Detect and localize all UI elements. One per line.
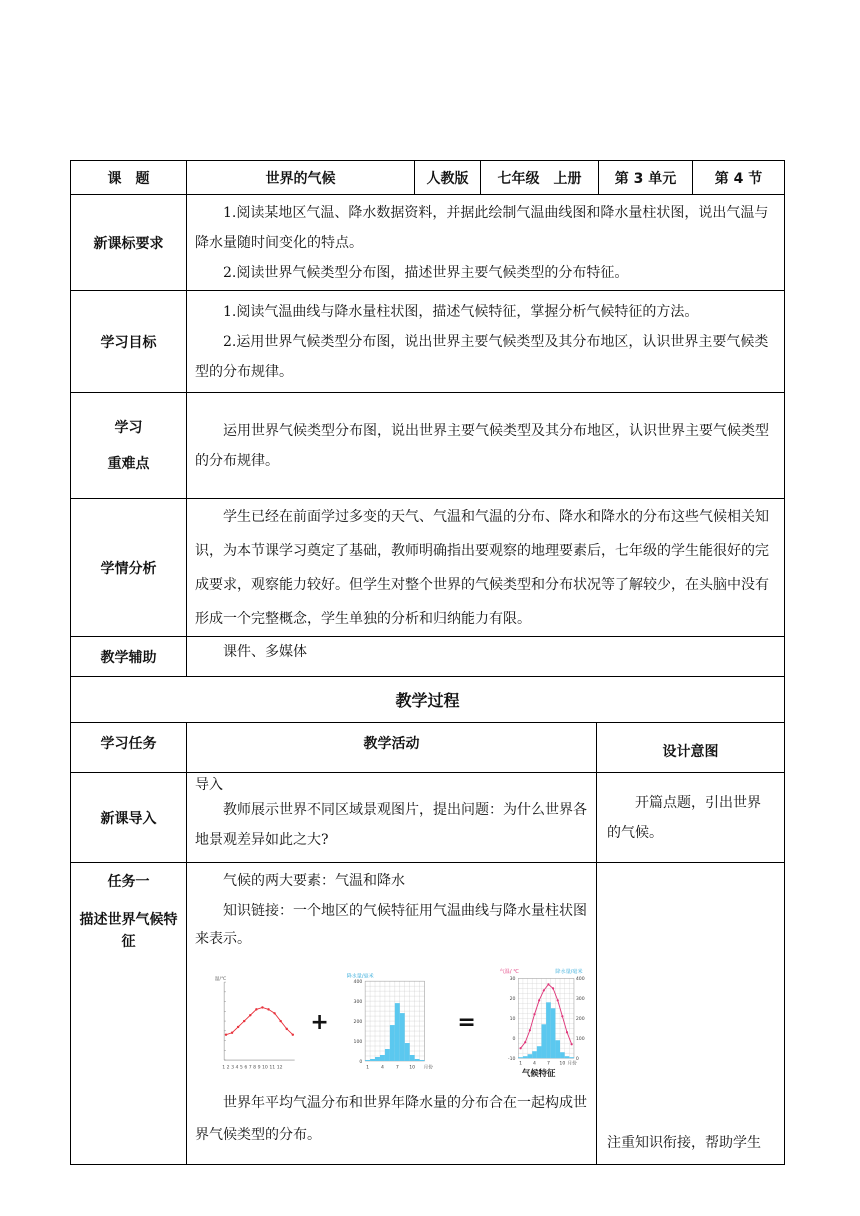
analysis-label: 学情分析 bbox=[71, 499, 187, 637]
analysis-content bbox=[187, 499, 785, 637]
goals-item-1: 1.阅读气温曲线与降水量柱状图，描述气候特征，掌握分析气候特征的方法。 bbox=[223, 303, 699, 320]
goals-item-2: 2.运用世界气候类型分布图，说出世界主要气候类型及其分布地区，认识世界主要气候类型的分布规律。 bbox=[195, 333, 769, 380]
combo-temperature-point bbox=[538, 999, 540, 1001]
combo-left-tick: 0 bbox=[512, 1037, 516, 1043]
precipitation-chart bbox=[341, 966, 438, 1078]
precip-tick-label: 300 bbox=[353, 999, 363, 1005]
precip-bar bbox=[370, 1059, 375, 1061]
difficulty-label-line2: 重难点 bbox=[107, 455, 150, 472]
difficulty-label bbox=[71, 393, 187, 499]
combo-precip-bar bbox=[569, 1057, 574, 1058]
combo-precip-bar bbox=[546, 1002, 551, 1058]
combo-left-tick: -10 bbox=[507, 1057, 516, 1063]
precip-bar bbox=[375, 1057, 380, 1061]
curriculum-label: 新课标要求 bbox=[71, 195, 187, 291]
combo-temperature-point bbox=[533, 1013, 535, 1015]
topic-value: 世界的气候 bbox=[187, 161, 415, 195]
combo-temperature-point bbox=[561, 1015, 563, 1017]
temperature-curve bbox=[226, 1007, 293, 1034]
temperature-point bbox=[255, 1008, 257, 1010]
temperature-point bbox=[279, 1020, 281, 1022]
combo-caption: 气候特征 bbox=[521, 1067, 556, 1078]
intro-activity bbox=[187, 773, 597, 863]
precip-bar bbox=[409, 1055, 414, 1061]
combo-precip-bar bbox=[518, 1057, 523, 1058]
aids-label: 教学辅助 bbox=[71, 637, 187, 677]
task1-intent-text: 注重知识衔接，帮助学生 bbox=[607, 1135, 761, 1151]
precip-tick-label: 100 bbox=[353, 1039, 363, 1045]
col-task-header: 学习任务 bbox=[71, 723, 187, 773]
section: 第 4 节 bbox=[693, 161, 785, 195]
combo-precip-bar bbox=[551, 1008, 556, 1058]
combo-precip-bar bbox=[541, 1024, 546, 1058]
precip-month-label: 10 bbox=[409, 1065, 415, 1071]
precip-bar bbox=[380, 1055, 385, 1061]
precip-tick-label: 0 bbox=[359, 1059, 363, 1065]
combo-temperature-point bbox=[570, 1043, 572, 1045]
combo-temperature-point bbox=[552, 987, 554, 989]
temperature-chart bbox=[213, 969, 298, 1075]
precip-bar bbox=[390, 1025, 395, 1061]
process-table bbox=[70, 722, 785, 1165]
combo-left-tick: 10 bbox=[509, 1017, 516, 1023]
topic-label: 课 题 bbox=[71, 161, 187, 195]
combo-right-tick: 200 bbox=[575, 1017, 585, 1023]
precip-axis-label: 降水量/毫米 bbox=[346, 973, 374, 980]
combo-month-label: 7 bbox=[546, 1061, 550, 1067]
lesson-plan-table bbox=[70, 160, 785, 723]
precip-bar bbox=[400, 1013, 405, 1061]
curriculum-item-2: 2.阅读世界气候类型分布图，描述世界主要气候类型的分布特征。 bbox=[223, 264, 629, 281]
edition: 人教版 bbox=[415, 161, 481, 195]
task1-line1: 气候的两大要素：气温和降水 bbox=[223, 873, 405, 889]
temperature-point bbox=[273, 1012, 275, 1014]
unit: 第 3 单元 bbox=[599, 161, 693, 195]
difficulty-text: 运用世界气候类型分布图，说出世界主要气候类型及其分布地区，认识世界主要气候类型的分布规律。 bbox=[195, 422, 769, 469]
precip-month-label: 1 bbox=[365, 1065, 369, 1071]
precip-bar bbox=[405, 1043, 410, 1061]
task1-label-line1: 任务一 bbox=[107, 874, 150, 890]
combo-precip-bar bbox=[555, 1040, 560, 1058]
combo-month-label: 1 bbox=[518, 1061, 522, 1067]
combo-precip-bar bbox=[537, 1046, 542, 1058]
task1-intent bbox=[597, 863, 785, 1165]
temp-months: 1 2 3 4 5 6 7 8 9 10 11 12 bbox=[222, 1065, 283, 1071]
analysis-text: 学生已经在前面学过多变的天气、气温和气温的分布、降水和降水的分布这些气候相关知识，为本节课学习奠定了基础，教师明确指出要观察的地理要素后，七年级的学生能很好的完成要求，观察能力较好。但学生对整个世界的气候类型和分布状况等了解较少，在头脑中没有形成一个完整概念，学生单独的分析和归纳能力有限。 bbox=[195, 508, 769, 627]
aids-content bbox=[187, 637, 785, 677]
temperature-point bbox=[243, 1020, 245, 1022]
precip-bar bbox=[365, 1060, 370, 1061]
difficulty-label-line1: 学习 bbox=[114, 419, 143, 436]
goals-label: 学习目标 bbox=[71, 291, 187, 393]
combo-temperature-point bbox=[542, 989, 544, 991]
col-intent-header: 设计意图 bbox=[597, 723, 785, 773]
precip-tick-label: 200 bbox=[353, 1019, 363, 1025]
combo-right-tick: 100 bbox=[575, 1037, 585, 1043]
combo-precip-bar bbox=[527, 1054, 532, 1058]
precip-month-label: 月份 bbox=[423, 1065, 433, 1071]
col-activity-header: 教学活动 bbox=[187, 723, 597, 773]
combo-month-label: 月份 bbox=[567, 1061, 577, 1067]
temperature-point bbox=[231, 1032, 233, 1034]
climate-combo-chart bbox=[496, 961, 596, 1083]
curriculum-content bbox=[187, 195, 785, 291]
task1-label-line2: 描述世界气候特征 bbox=[79, 912, 178, 950]
intro-heading: 导入 bbox=[195, 777, 223, 793]
combo-precip-bar bbox=[564, 1056, 569, 1058]
combo-right-tick: 0 bbox=[575, 1057, 579, 1063]
precip-month-label: 4 bbox=[380, 1065, 384, 1071]
precip-month-label: 7 bbox=[395, 1065, 399, 1071]
precip-bar bbox=[385, 1049, 390, 1061]
temperature-point bbox=[225, 1034, 227, 1036]
temp-axis-label: 温/℃ bbox=[214, 977, 227, 983]
task1-activity bbox=[187, 863, 597, 1165]
combo-temperature-point bbox=[529, 1029, 531, 1031]
combo-precip-bar bbox=[560, 1052, 565, 1058]
temperature-point bbox=[286, 1028, 288, 1030]
precip-bar bbox=[395, 1003, 400, 1061]
combo-month-label: 4 bbox=[532, 1061, 536, 1067]
combo-right-tick: 300 bbox=[575, 997, 585, 1003]
task1-line3: 世界年平均气温分布和世界年降水量的分布合在一起构成世界气候类型的分布。 bbox=[195, 1095, 587, 1143]
combo-month-label: 10 bbox=[559, 1061, 566, 1067]
combo-precip-bar bbox=[523, 1056, 528, 1058]
intro-label: 新课导入 bbox=[71, 773, 187, 863]
combo-temperature-point bbox=[547, 983, 549, 985]
combo-precip-bar bbox=[532, 1051, 537, 1058]
intro-intent-text: 开篇点题，引出世界的气候。 bbox=[607, 794, 761, 841]
combo-left-axis-label: 气温/ ℃ bbox=[499, 968, 519, 975]
goals-content bbox=[187, 291, 785, 393]
task1-label bbox=[71, 863, 187, 1165]
process-title: 教学过程 bbox=[71, 677, 785, 723]
equals-sign: = bbox=[457, 1009, 476, 1035]
combo-left-tick: 30 bbox=[509, 977, 516, 983]
combo-temperature-point bbox=[519, 1047, 521, 1049]
precip-bar bbox=[414, 1059, 419, 1061]
temperature-point bbox=[267, 1008, 269, 1010]
combo-temperature-point bbox=[566, 1031, 568, 1033]
precip-tick-label: 400 bbox=[353, 980, 363, 986]
grade: 七年级 上册 bbox=[481, 161, 599, 195]
temperature-point bbox=[249, 1014, 251, 1016]
combo-right-tick: 400 bbox=[575, 977, 585, 983]
intro-text: 教师展示世界不同区域景观图片，提出问题：为什么世界各地景观差异如此之大? bbox=[195, 802, 587, 848]
temperature-point bbox=[292, 1034, 294, 1036]
aids-text: 课件、多媒体 bbox=[223, 644, 307, 660]
climate-figure bbox=[187, 953, 596, 1087]
combo-left-tick: 20 bbox=[509, 997, 516, 1003]
task1-line2: 知识链接：一个地区的气候特征用气温曲线与降水量柱状图来表示。 bbox=[195, 903, 587, 947]
curriculum-item-1: 1.阅读某地区气温、降水数据资料，并据此绘制气温曲线图和降水量柱状图，说出气温与降水量随时间变化的特点。 bbox=[195, 204, 769, 251]
temperature-point bbox=[261, 1006, 263, 1008]
combo-right-axis-label: 降水量/毫米 bbox=[555, 968, 583, 975]
intro-intent bbox=[597, 773, 785, 863]
precip-bar bbox=[419, 1060, 424, 1061]
plus-sign: + bbox=[310, 1009, 329, 1035]
combo-temperature-point bbox=[556, 999, 558, 1001]
temperature-point bbox=[237, 1026, 239, 1028]
difficulty-content bbox=[187, 393, 785, 499]
combo-temperature-point bbox=[524, 1041, 526, 1043]
